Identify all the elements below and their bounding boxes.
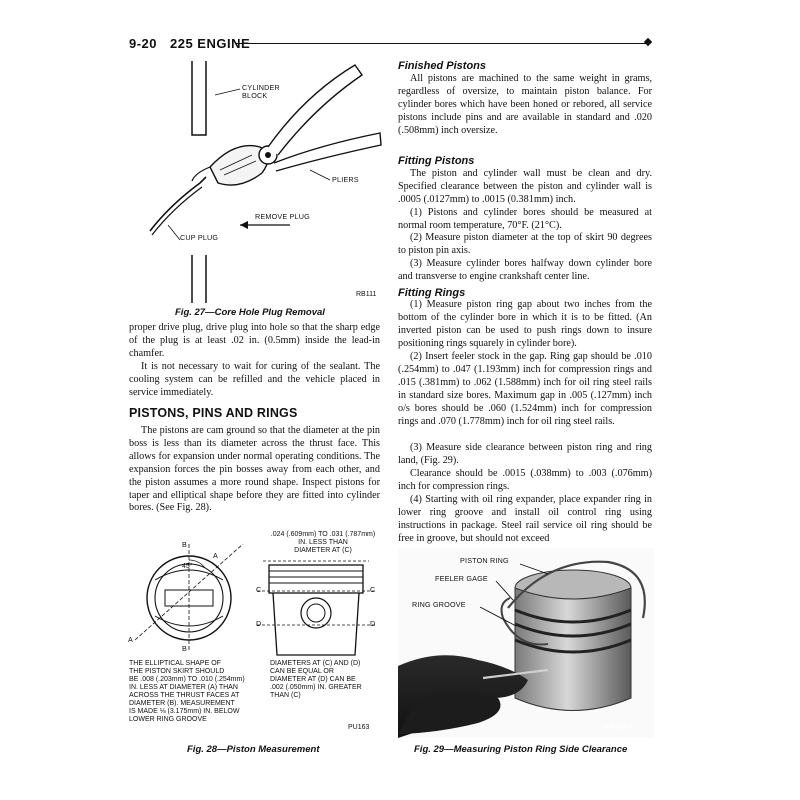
header-diamond-ornament [644, 38, 652, 46]
fig28-letter-c-left: C [256, 585, 262, 594]
left-paragraph-2: It is not necessary to wait for curing of the sealant. The cooling system can be refilled and the vehicle placed in service immediately. [129, 361, 380, 398]
fig29-label-feeler-gage: FEELER GAGE [435, 574, 488, 583]
fig28-note-right: DIAMETERS AT (C) AND (D) CAN BE EQUAL OR DIAMETER AT (D) CAN BE .002 (.050mm) IN. GREATER THAN (C) [270, 660, 362, 699]
page-number: 9-20 [129, 36, 158, 51]
paragraph-finished-pistons: All pistons are machined to the same weight in grams, regardless of oversize, to maintain piston balance. For cylinder bores which have been honed or rebored, all service pistons include pins and are available in standard and .020 (.508mm) inch oversize. [398, 73, 652, 136]
heading-finished-pistons: Finished Pistons [398, 60, 487, 72]
fig27-label-remove-plug: REMOVE PLUG [255, 212, 310, 221]
fig27-code: RB111 [356, 291, 377, 298]
fig28-code: PU163 [348, 724, 370, 731]
fitting-rings-step-4: (4) Starting with oil ring expander, place expander ring in lower ring groove and install oil control ring using instructions in package. Steel rail service oil ring should be free in groove, but should not exceed [398, 494, 652, 544]
fig28-note-left: THE ELLIPTICAL SHAPE OF THE PISTON SKIRT SHOULD BE .008 (.203mm) TO .010 (.254mm) IN. LESS AT DIAMETER (A) THAN ACROSS THE THRUST FACES AT DIAMETER (B). MEASUREMENT IS MADE ⅛ (3.175mm) IN. BELOW LOWER RING GROOVE [129, 660, 245, 723]
fig27-label-cylinder-block: CYLINDER BLOCK [242, 83, 280, 101]
paragraph-fitting-pistons: The piston and cylinder wall must be clean and dry. Specified clearance between the piston and cylinder wall is .0005 (.0127mm) to .0015 (0.381mm) inch. [398, 168, 652, 205]
page-header-title: 225 ENGINE [170, 36, 251, 51]
fig29-caption: Fig. 29—Measuring Piston Ring Side Clearance [414, 744, 628, 755]
section-heading-pistons: PISTONS, PINS AND RINGS [129, 406, 298, 420]
left-paragraph-3: The pistons are cam ground so that the diameter at the pin boss is less than its diameter across the thrust face. This allows for expansion under normal operating conditions. The expansion forces the pin bosses away from each other, and the piston assumes a more round shape. Inspect pistons for taper and elliptical shape before they are fitted into cylinder bores. (See Fig. 28). [129, 425, 380, 514]
fig27-label-cup-plug: CUP PLUG [180, 233, 219, 242]
fig28-top-note: .024 (.609mm) TO .031 (.787mm) IN. LESS THAN DIAMETER AT (C) [270, 531, 376, 554]
fig28-letter-d-left: D [256, 619, 262, 628]
header-rule [236, 43, 648, 44]
fitting-rings-step-1: (1) Measure piston ring gap about two inches from the bottom of the cylinder bore in which it is to be fitted. (An inverted piston can be used to push rings down to insure positioning rings squarely in cylinder bore). [398, 299, 652, 349]
fitting-pistons-step-3: (3) Measure cylinder bores halfway down cylinder bore and transverse to engine crankshaft center line. [398, 258, 652, 282]
left-paragraph-1: proper drive plug, drive plug into hole so that the sharp edge of the plug is at least .02 in. (0.5mm) inside the lead-in chamfer. [129, 322, 380, 359]
fitting-pistons-step-1: (1) Pistons and cylinder bores should be measured at normal room temperature, 70°F. (21°C). [398, 207, 652, 231]
fitting-rings-step-3: (3) Measure side clearance between piston ring and ring land, (Fig. 29). [398, 442, 652, 466]
fig28-ellipse-diagram [125, 540, 255, 655]
fig29-label-ring-groove: RING GROOVE [412, 600, 466, 609]
fig28-letter-a-top: A [213, 551, 218, 560]
fitting-pistons-step-2: (2) Measure piston diameter at the top of skirt 90 degrees to piston pin axis. [398, 232, 652, 256]
fig28-letter-d-right: D [370, 619, 376, 628]
fig29-code: KR165 A [605, 724, 633, 731]
fig29-label-piston-ring: PISTON RING [460, 556, 509, 565]
fig28-angle-label: 45° [182, 563, 193, 570]
fig28-letter-b-bottom: B [182, 644, 187, 653]
fig28-letter-b-top: B [182, 540, 187, 549]
fitting-rings-clearance: Clearance should be .0015 (.038mm) to .003 (.076mm) inch for compression rings. [398, 468, 652, 492]
fitting-rings-step-2: (2) Insert feeler stock in the gap. Ring gap should be .010 (.254mm) to .047 (1.193mm) inch for compression rings and .015 (.381mm) to .062 (1.588mm) inch for oil ring steel rails in standard size bores. Maximum gap in .005 (.127mm) inch o/s bores should be .060 (1.524mm) inch for compression rings and .070 (1.778mm) inch for oil ring steel rails. [398, 351, 652, 427]
fig27-caption: Fig. 27—Core Hole Plug Removal [175, 307, 325, 318]
fig28-caption: Fig. 28—Piston Measurement [187, 744, 320, 755]
fig28-letter-a-bottom: A [128, 635, 133, 644]
fig27-label-pliers: PLIERS [332, 175, 359, 184]
heading-fitting-rings: Fitting Rings [398, 287, 466, 299]
fig28-piston-side-diagram [255, 555, 375, 665]
fig28-letter-c-right: C [370, 585, 376, 594]
heading-fitting-pistons: Fitting Pistons [398, 155, 475, 167]
